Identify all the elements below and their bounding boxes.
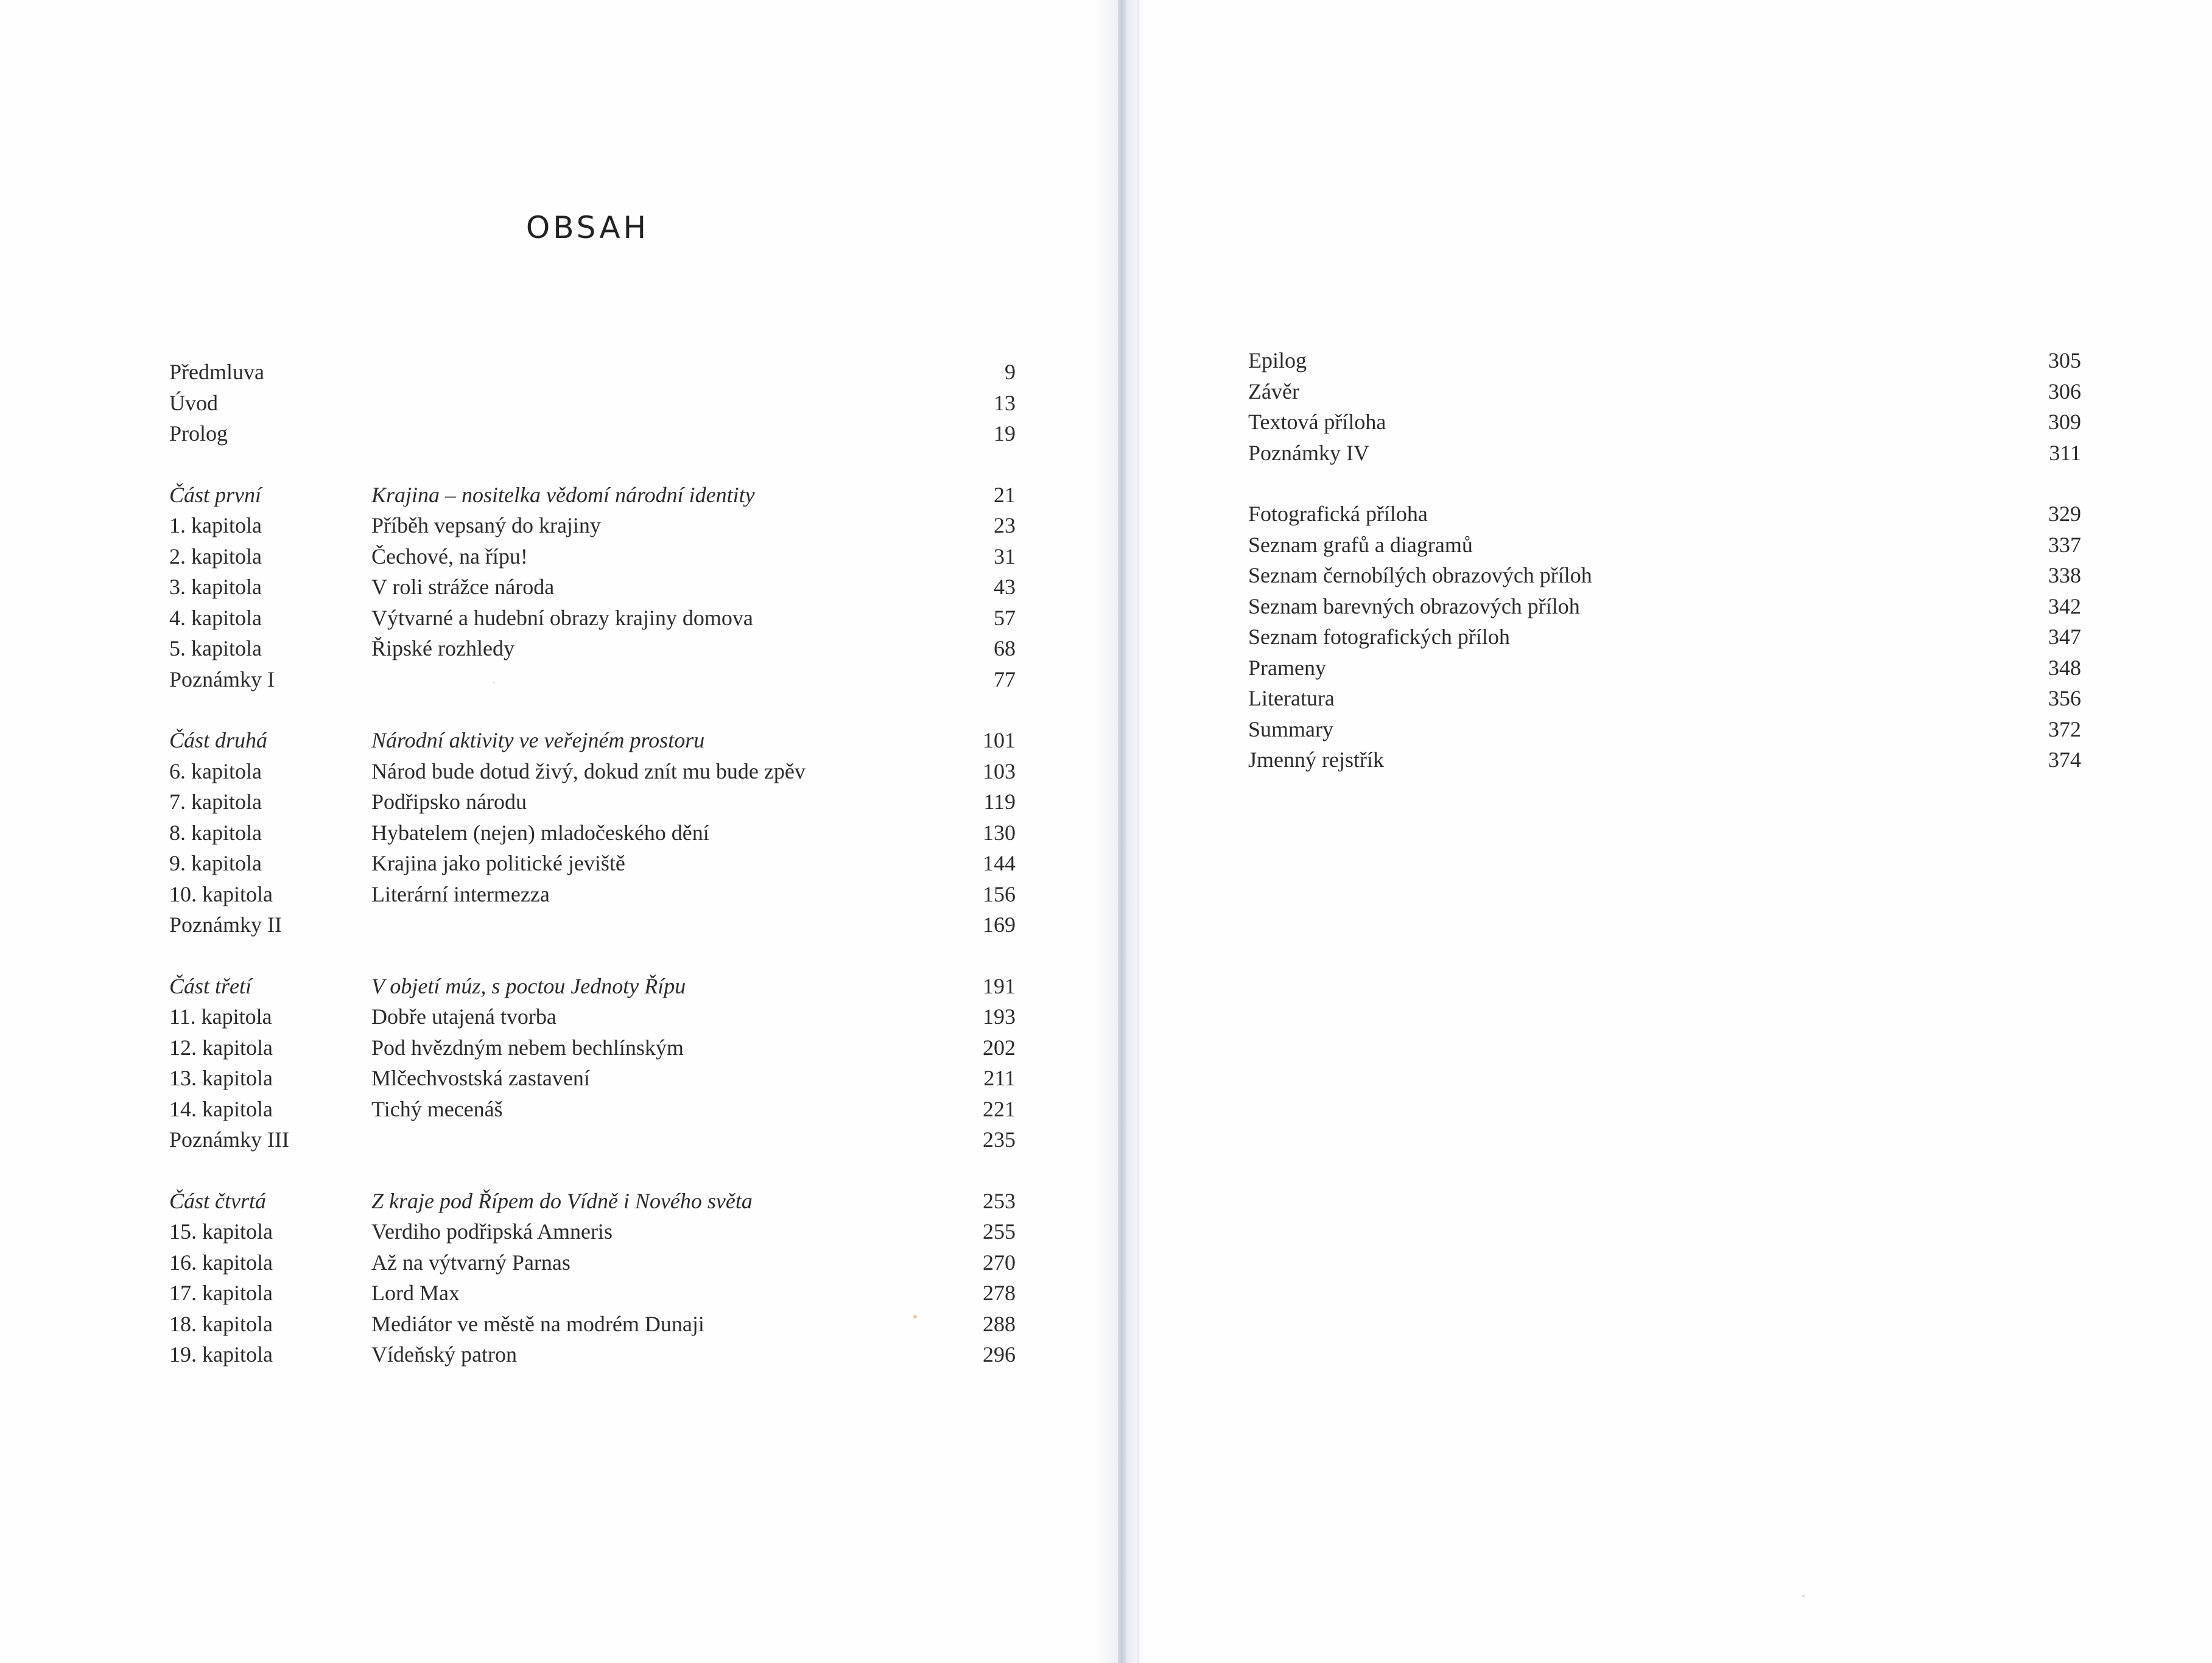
toc-page-number: 337: [2048, 532, 2081, 557]
toc-page-number: 347: [2048, 625, 2081, 649]
toc-entry-title: Národní aktivity ve veřejném prostoru: [371, 728, 705, 752]
toc-part-row: [169, 480, 1016, 511]
toc-entry-row: [169, 1032, 1016, 1063]
toc-page-number: 372: [2048, 716, 2081, 741]
page-edge-line: [1137, 0, 1139, 1663]
toc-part-row: [169, 1186, 1016, 1217]
toc-entry-label: Literatura: [1248, 686, 1335, 710]
toc-entry-row: [169, 879, 1016, 910]
toc-entry-row: [1248, 560, 2081, 591]
toc-entry-label: Část čtvrtá: [169, 1188, 266, 1213]
toc-page-number: 211: [983, 1066, 1016, 1090]
toc-entry-row: [169, 817, 1016, 849]
toc-entry-label: Prolog: [169, 421, 228, 446]
toc-entry-row: [169, 388, 1016, 419]
toc-page-number: 255: [983, 1219, 1016, 1244]
toc-entry-row: [1248, 407, 2081, 438]
toc-entry-label: Seznam barevných obrazových příloh: [1248, 593, 1580, 618]
toc-entry-title: Výtvarné a hudební obrazy krajiny domova: [371, 605, 753, 630]
toc-page-number: 202: [983, 1035, 1016, 1060]
toc-page-number: 253: [983, 1188, 1016, 1213]
toc-page-number: 305: [2048, 348, 2081, 373]
toc-page-number: 23: [994, 513, 1016, 537]
toc-entry-row: [1248, 376, 2081, 407]
toc-entry-title: Dobře utajená tvorba: [371, 1004, 557, 1029]
toc-entry-title: Příběh vepsaný do krajiny: [371, 513, 601, 537]
toc-entry-title: Verdiho podřipská Amneris: [371, 1219, 613, 1244]
toc-entry-row: [169, 603, 1016, 634]
toc-left-list: [169, 357, 1016, 1370]
toc-entry-title: Podřipsko národu: [371, 789, 527, 814]
toc-entry-row: [169, 909, 1016, 940]
toc-entry-label: Poznámky IV: [1248, 440, 1369, 465]
toc-entry-label: Předmluva: [169, 360, 264, 384]
gutter-shadow-left: [1096, 0, 1118, 1663]
toc-entry-row: [169, 510, 1016, 541]
toc-entry-label: 7. kapitola: [169, 789, 262, 814]
toc-entry-label: 11. kapitola: [169, 1004, 272, 1029]
toc-entry-row: [1248, 744, 2081, 775]
toc-entry-row: [169, 1063, 1016, 1094]
toc-entry-label: Seznam černobílých obrazových příloh: [1248, 563, 1592, 587]
toc-entry-row: [1248, 499, 2081, 530]
toc-entry-row: [169, 1001, 1016, 1032]
toc-page-number: 13: [994, 390, 1016, 415]
toc-page-number: 221: [983, 1096, 1016, 1121]
toc-page-number: 21: [994, 482, 1016, 507]
toc-entry-title: Až na výtvarný Parnas: [371, 1250, 571, 1275]
toc-entry-title: Lord Max: [371, 1281, 460, 1305]
toc-page-number: 156: [983, 881, 1016, 906]
toc-page-number: 130: [983, 820, 1016, 845]
toc-entry-title: Hybatelem (nejen) mladočeského dění: [371, 820, 709, 845]
toc-entry-label: 14. kapitola: [169, 1096, 273, 1121]
toc-page-number: 9: [1005, 360, 1016, 384]
toc-page-number: 235: [983, 1127, 1016, 1152]
toc-entry-title: Národ bude dotud živý, dokud znít mu bude zpěv: [371, 758, 806, 783]
paper-speck: [913, 1315, 917, 1318]
toc-entry-label: 8. kapitola: [169, 820, 262, 845]
toc-entry-title: Z kraje pod Řípem do Vídně i Nového světa: [371, 1188, 753, 1213]
toc-page-number: 57: [994, 605, 1016, 630]
toc-entry-label: 18. kapitola: [169, 1311, 273, 1336]
toc-entry-title: Krajina jako politické jeviště: [371, 851, 625, 875]
toc-entry-label: Prameny: [1248, 655, 1326, 680]
toc-entry-title: Mlčechvostská zastavení: [371, 1066, 590, 1090]
toc-entry-row: [169, 1339, 1016, 1370]
toc-entry-row: [169, 541, 1016, 572]
toc-entry-row: [1248, 683, 2081, 714]
toc-entry-row: [1248, 438, 2081, 469]
toc-page-number: 329: [2048, 502, 2081, 526]
toc-page-number: 342: [2048, 593, 2081, 618]
toc-page-number: 296: [983, 1342, 1016, 1367]
toc-part-row: [169, 725, 1016, 756]
toc-entry-title: V objetí múz, s poctou Jednoty Řípu: [371, 973, 686, 998]
toc-entry-label: 4. kapitola: [169, 605, 262, 630]
toc-page-number: 43: [994, 575, 1016, 599]
toc-entry-row: [169, 1216, 1016, 1247]
toc-entry-label: Epilog: [1248, 348, 1307, 373]
toc-entry-label: Jmenný rejstřík: [1248, 747, 1384, 772]
toc-page-number: 338: [2048, 563, 2081, 587]
toc-entry-row: [169, 1278, 1016, 1309]
toc-entry-title: V roli strážce národa: [371, 575, 555, 599]
toc-page-number: 193: [983, 1004, 1016, 1029]
toc-entry-label: Závěr: [1248, 379, 1299, 404]
toc-entry-label: Poznámky I: [169, 667, 275, 691]
toc-page-number: 169: [983, 912, 1016, 937]
toc-entry-label: 12. kapitola: [169, 1035, 273, 1060]
toc-page-number: 101: [983, 728, 1016, 752]
toc-page-number: 119: [983, 789, 1016, 814]
toc-entry-label: Seznam grafů a diagramů: [1248, 532, 1473, 557]
toc-page-number: 77: [994, 667, 1016, 691]
toc-page-number: 306: [2048, 379, 2081, 404]
toc-entry-label: 3. kapitola: [169, 575, 262, 599]
toc-entry-label: Poznámky II: [169, 912, 282, 937]
toc-part-row: [169, 971, 1016, 1002]
toc-page-number: 356: [2048, 686, 2081, 710]
toc-entry-label: 13. kapitola: [169, 1066, 273, 1090]
toc-entry-title: Mediátor ve městě na modrém Dunaji: [371, 1311, 704, 1336]
toc-entry-label: 17. kapitola: [169, 1281, 273, 1305]
toc-entry-label: Část první: [169, 482, 262, 507]
toc-entry-row: [1248, 345, 2081, 376]
toc-entry-row: [169, 572, 1016, 603]
toc-page-number: 68: [994, 636, 1016, 660]
toc-entry-row: [169, 756, 1016, 787]
toc-entry-label: 16. kapitola: [169, 1250, 273, 1275]
toc-entry-title: Literární intermezza: [371, 881, 550, 906]
toc-entry-title: Vídeňský patron: [371, 1342, 517, 1367]
toc-page-number: 19: [994, 421, 1016, 446]
toc-entry-label: Textová příloha: [1248, 410, 1386, 434]
toc-page-number: 348: [2048, 655, 2081, 680]
toc-entry-row: [1248, 621, 2081, 653]
toc-entry-row: [169, 1094, 1016, 1125]
paper-speck: [1802, 1595, 1805, 1597]
toc-entry-label: 6. kapitola: [169, 758, 262, 783]
toc-entry-label: 19. kapitola: [169, 1342, 273, 1367]
toc-entry-row: [1248, 714, 2081, 745]
toc-page-number: 309: [2048, 410, 2081, 434]
toc-entry-label: Úvod: [169, 390, 218, 415]
toc-entry-label: Část druhá: [169, 728, 268, 752]
toc-entry-row: [169, 1247, 1016, 1278]
toc-entry-label: Summary: [1248, 716, 1333, 741]
toc-page-number: 270: [983, 1250, 1016, 1275]
toc-page-number: 374: [2048, 747, 2081, 772]
toc-entry-row: [1248, 530, 2081, 561]
toc-entry-label: 1. kapitola: [169, 513, 262, 537]
toc-entry-title: Tichý mecenáš: [371, 1096, 503, 1121]
toc-entry-row: [169, 664, 1016, 695]
toc-entry-row: [1248, 653, 2081, 684]
toc-page-number: 31: [994, 544, 1016, 569]
toc-entry-label: 2. kapitola: [169, 544, 262, 569]
toc-entry-row: [169, 1309, 1016, 1340]
book-gutter: [1118, 0, 1126, 1663]
toc-entry-row: [169, 418, 1016, 449]
toc-entry-row: [169, 1124, 1016, 1155]
toc-entry-row: [169, 633, 1016, 664]
toc-entry-title: Čechové, na řípu!: [371, 544, 528, 569]
toc-entry-label: 5. kapitola: [169, 636, 262, 660]
page-title: OBSAH: [525, 210, 650, 245]
right-page: [1126, 0, 2212, 1663]
toc-page-number: 288: [983, 1311, 1016, 1336]
toc-entry-row: [169, 786, 1016, 817]
toc-entry-row: [169, 357, 1016, 388]
paper-speck: [493, 682, 495, 684]
toc-page-number: 278: [983, 1281, 1016, 1305]
toc-entry-label: Fotografická příloha: [1248, 502, 1428, 526]
toc-entry-label: 9. kapitola: [169, 851, 262, 875]
toc-entry-title: Pod hvězdným nebem bechlínským: [371, 1035, 684, 1060]
toc-entry-label: Seznam fotografických příloh: [1248, 625, 1510, 649]
toc-entry-title: Krajina – nositelka vědomí národní identity: [371, 482, 755, 507]
gutter-shadow-right: [1126, 0, 1145, 1663]
toc-entry-label: 10. kapitola: [169, 881, 273, 906]
toc-entry-label: 15. kapitola: [169, 1219, 273, 1244]
toc-page-number: 144: [983, 851, 1016, 875]
toc-entry-title: Řipské rozhledy: [371, 636, 514, 660]
toc-entry-row: [169, 848, 1016, 879]
toc-entry-label: Poznámky III: [169, 1127, 289, 1152]
toc-page-number: 311: [2049, 440, 2081, 465]
toc-entry-row: [1248, 591, 2081, 622]
toc-page-number: 103: [983, 758, 1016, 783]
toc-entry-label: Část třetí: [169, 973, 252, 998]
toc-right-list: [1248, 345, 2081, 775]
toc-page-number: 191: [983, 973, 1016, 998]
